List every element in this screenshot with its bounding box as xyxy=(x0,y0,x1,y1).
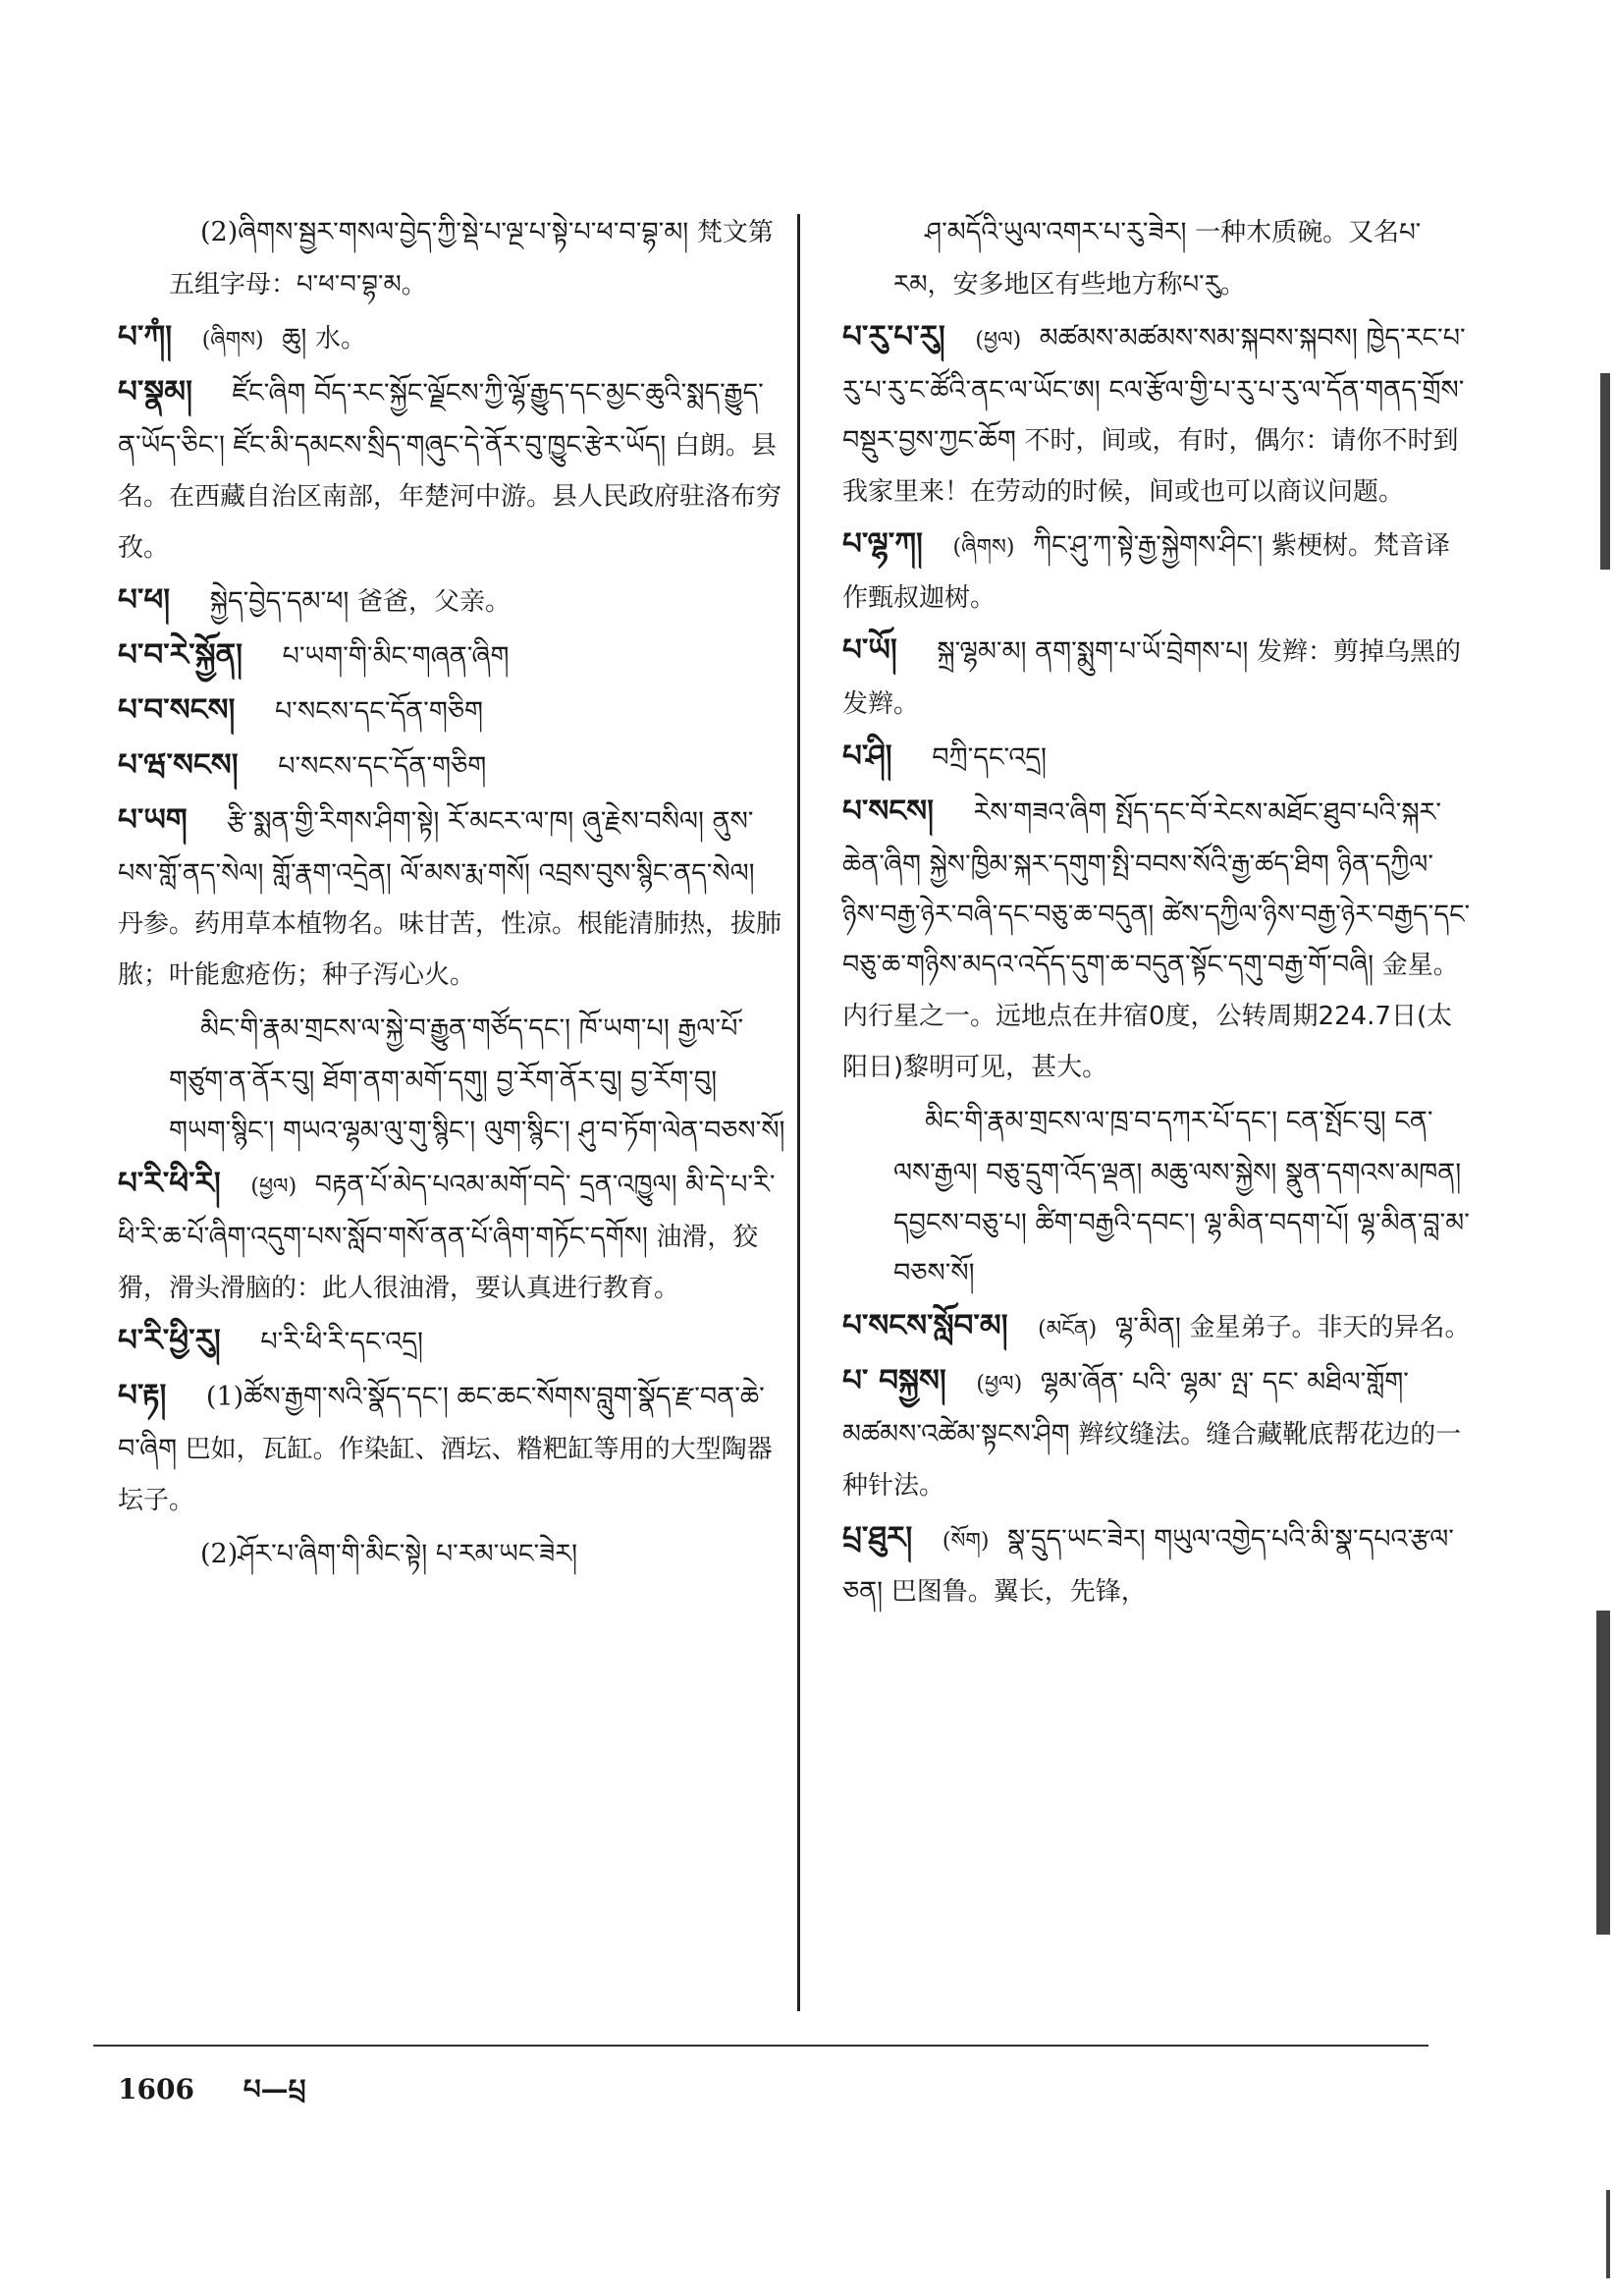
tibetan-definition: པ་སངས་དང་དོན་གཅིག xyxy=(278,751,487,782)
headword: པ་བ་རེ་སྐྱོན། xyxy=(118,637,243,673)
dictionary-entry xyxy=(118,312,785,365)
dictionary-entry xyxy=(118,740,785,793)
dictionary-entry xyxy=(118,1528,785,1581)
headword: པ་རི་ཕི་རི། xyxy=(118,1166,221,1201)
tibetan-definition: རྩི་སྨན་གྱི་རིགས་ཤིག་སྟེ། རོ་མངར་ལ་ཁ། ཞུ་རྗེས་བསིལ། ནུས་པས་གློ་ནད་སེལ། གློ་རྣག་འདྲེན། ལོ་མས་རྨ་གསོ། འབྲས་བུས་སྙིང་ནད་སེལ། xyxy=(118,806,755,889)
chinese-gloss: 金星弟子。非天的异名。 xyxy=(1189,1313,1471,1342)
headword: པ་སྣམ། xyxy=(118,374,192,410)
dictionary-entry xyxy=(118,367,785,574)
usage-tag: (སོག) xyxy=(942,1529,990,1554)
headword: པ་ཤི། xyxy=(842,738,892,774)
tibetan-definition: སྐྲ་ལྷམ་མ། ནག་སྨུག་པ་ཡོ་བྲེགས་པ། xyxy=(937,636,1249,667)
tibetan-definition: པ་སངས་དང་དོན་གཅིག xyxy=(274,696,484,727)
chinese-gloss: 金星。内行星之一。远地点在井宿0度，公转周期224.7日(太阳日)黎明可见，甚大。 xyxy=(842,951,1459,1082)
dictionary-entry xyxy=(118,575,785,629)
page-number: 1606 xyxy=(118,2073,194,2105)
chinese-gloss: 巴如，瓦缸。作染缸、酒坛、糌粑缸等用的大型陶器坛子。 xyxy=(118,1435,773,1515)
chinese-gloss: 不时，间或，有时，偶尔：请你不时到我家里来！在劳动的时候，间或也可以商议问题。 xyxy=(842,426,1459,507)
page-range: པ—པྲ xyxy=(242,2073,306,2105)
dictionary-entry xyxy=(118,1003,785,1157)
headword: པ་ལྷ་ཀ། xyxy=(842,526,923,562)
dictionary-entry xyxy=(118,685,785,738)
tibetan-definition: ཀིང་ཤུ་ཀ་སྟེ་རྒྱ་སྐྱེགས་ཤིང་། xyxy=(1033,530,1264,561)
tibetan-definition: མཚམས་མཚམས་སམ་སྐབས་སྐབས། ཁྱེད་རང་པ་རུ་པ་རུ་ང་ཚོའི་ནང་ལ་ཡོང་ཨ། ངལ་རྩོལ་གྱི་པ་རུ་པ་རུ་ལ་དོན་གནད་གྲོས་བསྡུར་བྱས་ཀྱང་ཆོག xyxy=(842,323,1466,456)
page-footer xyxy=(118,2058,306,2136)
headword: པ་རུ་པ་རུ། xyxy=(842,319,945,355)
headword: པ་རྟ། xyxy=(118,1378,167,1413)
tibetan-definition: མིང་གི་རྣམ་གྲངས་ལ་ཁྲ་བ་དཀར་པོ་དང་། ངན་སྤོང་བུ། ངན་ལས་རྒྱལ། བཅུ་དྲུག་འོད་ལྡན། མཆུ་ལས་སྐྱེས། སྣུན་དགའས་མཁན། དབྱངས་བཅུ་པ། ཚིག་བརྒྱའི་དབང་། ལྷ་མིན་བདག་པོ། ལྷ་མིན་བླ་མ་བཅས་སོ། xyxy=(893,1106,1470,1288)
chinese-gloss: 巴图鲁。翼长，先锋， xyxy=(890,1577,1147,1607)
tibetan-definition: བཀྲི་དང་འདྲ། xyxy=(932,742,1047,773)
tibetan-definition: མིང་གི་རྣམ་གྲངས་ལ་སྐྱེ་བ་རྒྱུན་གཙོད་དང་། ཁོ་ཡག་པ། རྒྱལ་པོ་གཙུག་ན་ནོར་བུ། ཐོག་ནག་མགོ་དགུ། བྱ་རོག་ནོར་བུ། བྱ་རོག་བུ། གཡག་སྙིང་། གཡའ་ལྷམ་ལུ་གུ་སྙིང་། ལུག་སྙིང་། ཤུ་བ་ཏོག་ལེན་བཅས་སོ། xyxy=(169,1013,785,1146)
tibetan-definition: (1)ཚོས་རྒྱག་སའི་སྣོད་དང་། ཆང་ཆང་སོགས་བླུག་སྣོད་རྫ་བན་ཆེ་བ་ཞིག xyxy=(118,1382,765,1464)
headword: པ་ཡོ། xyxy=(842,632,897,668)
dictionary-entry xyxy=(842,519,1471,624)
right-column xyxy=(842,206,1471,1619)
tibetan-definition: ཛོང་ཞིག བོད་རང་སྐྱོང་ལྗོངས་ཀྱི་ལྷོ་རྒྱུད་དང་མྱང་ཆུའི་སྨད་རྒྱུད་ན་ཡོད་ཅིང་། ཛོང་མི་དམངས་སྲིད་གཞུང་དེ་ནོར་བུ་ཁྱུང་རྩེར་ཡོད། xyxy=(118,378,764,461)
usage-tag: (ཞིགས) xyxy=(201,328,264,353)
chinese-gloss: 水。 xyxy=(315,324,367,354)
headword: པ་ཡག xyxy=(118,802,188,838)
tibetan-definition: ཆུ། xyxy=(282,323,307,354)
dictionary-entry xyxy=(118,795,785,1001)
dictionary-entry xyxy=(842,1301,1471,1354)
tibetan-definition: སྣ་དྲུད་ཡང་ཟེར། གཡུལ་འགྱེད་པའི་མི་སྣ་དཔའ་རྩལ་ཅན། xyxy=(842,1524,1454,1607)
footer-rule xyxy=(93,2045,1428,2047)
usage-tag: (མངོན) xyxy=(1038,1317,1098,1341)
dictionary-entry xyxy=(842,1095,1471,1299)
dictionary-entry xyxy=(842,1356,1471,1511)
headword: པ་ཕ། xyxy=(118,582,171,618)
usage-tag: (ཕྱལ) xyxy=(975,328,1022,353)
dictionary-entry xyxy=(842,732,1471,785)
chinese-gloss: 辫纹缝法。缝合藏靴底帮花边的一种针法。 xyxy=(842,1420,1462,1501)
dictionary-entry xyxy=(118,206,785,310)
headword: པྲ་ཐུར། xyxy=(842,1520,913,1556)
usage-tag: (ཕྱལ) xyxy=(976,1372,1023,1396)
headword: པ་སངས་སློབ་མ། xyxy=(842,1308,1008,1343)
tibetan-definition: སྐྱེད་བྱེད་དམ་ཕ། xyxy=(209,586,350,617)
headword: པ་ བསྐྱས། xyxy=(842,1363,946,1398)
tibetan-definition: པ་རི་ཕི་རི་དང་འདྲ། xyxy=(260,1327,424,1357)
chinese-gloss: 爸爸，父亲。 xyxy=(357,587,512,617)
chinese-gloss: 白朗。县名。在西藏自治区南部，年楚河中游。县人民政府驻洛布穷孜。 xyxy=(118,431,782,563)
usage-tag: (ཕྱལ) xyxy=(250,1175,297,1199)
tibetan-definition: ཤ་མདོའི་ཡུལ་འགར་པ་རུ་ཟེར། xyxy=(925,217,1187,247)
dictionary-entry xyxy=(118,1371,785,1526)
headword: པ་ཝ་སངས། xyxy=(118,747,239,783)
chinese-gloss: 梵文第五组字母：པ་ཕ་བ་བྷ་མ。 xyxy=(169,218,774,300)
column-divider xyxy=(797,214,800,2011)
chinese-gloss: 丹参。药用草本植物名。味甘苦，性凉。根能清肺热，拔肺脓；叶能愈疮伤；种子泻心火。 xyxy=(118,909,782,990)
tibetan-definition: ལྷ་མིན། xyxy=(1114,1312,1181,1342)
headword: པ་སངས། xyxy=(842,793,934,829)
scan-edge-marks xyxy=(1587,0,1616,2296)
dictionary-entry xyxy=(842,206,1471,310)
headword: པ་ཀཾ། xyxy=(118,319,173,355)
dictionary-entry xyxy=(842,626,1471,730)
tibetan-definition: (2)ཞིགས་སྦྱར་གསལ་བྱེད་ཀྱི་སྡེ་པ་ལྔ་པ་སྟེ་པ་ཕ་བ་བྷ་མ། xyxy=(200,217,689,247)
tibetan-definition: པ་ཡག་གི་མིང་གཞན་ཞིག xyxy=(282,641,510,672)
dictionary-entry xyxy=(118,1159,785,1314)
tibetan-definition: ལྷམ་ཞོན་ པའི་ ལྷམ་ ལྤ་ དང་ མཐིལ་གློག་མཚམས་འཚེམ་སྟངས་ཤིག xyxy=(842,1367,1409,1449)
dictionary-entry xyxy=(118,630,785,683)
chinese-gloss: 发辫：剪掉乌黑的发辫。 xyxy=(842,637,1462,719)
tibetan-definition: བརྟན་པོ་མེད་པའམ་མགོ་བདེ་ དྲན་འཁྱུལ། མི་དེ་པ་རི་ཕི་རི་ཆ་པོ་ཞིག་འདུག་པས་སློབ་གསོ་ནན་པོ་ཞིག་གཏོང་དགོས། xyxy=(118,1170,776,1252)
dictionary-entry xyxy=(842,787,1471,1093)
left-column xyxy=(118,206,785,1583)
chinese-gloss: 油滑，狡猾，滑头滑脑的：此人很油滑，要认真进行教育。 xyxy=(118,1223,759,1303)
tibetan-definition: (2)ཤོར་པ་ཞིག་གི་མིང་སྟེ། པ་རམ་ཡང་ཟེར། xyxy=(200,1539,578,1569)
headword: པ་རི་ཕྱི་རུ། xyxy=(118,1323,221,1358)
dictionary-entry xyxy=(842,1513,1471,1617)
tibetan-definition: རེས་གཟའ་ཞིག སྤོད་དང་བོ་རེངས་མཐོང་ཐུབ་པའི་སྐར་ཆེན་ཞིག སྐྱེས་ཁྱིམ་སྐར་དགུག་སྤི་བབས་སོའི་རྒྱ་ཚད་ཐིག ཉིན་དཀྱིལ་ཉིས་བརྒྱ་ཉེར་བཞི་དང་བཅུ་ཆ་བདུན། ཚེས་དཀྱིལ་ཉིས་བརྒྱ་ཉེར་བརྒྱད་དང་བཅུ་ཆ་གཉིས་མདའ་འདོད་དུག་ཆ་བདུན་སྟོང་དགུ་བརྒྱ་གོ་བཞི། xyxy=(842,797,1471,980)
headword: པ་བ་སངས། xyxy=(118,692,236,728)
usage-tag: (ཞིགས) xyxy=(952,535,1015,560)
dictionary-entry xyxy=(118,1316,785,1369)
chinese-gloss: 一种木质碗。又名པ་རམ，安多地区有些地方称པ་རུ。 xyxy=(893,218,1422,300)
chinese-gloss: 紫梗树。梵音译作甄叔迦树。 xyxy=(842,531,1451,613)
dictionary-entry xyxy=(842,312,1471,518)
